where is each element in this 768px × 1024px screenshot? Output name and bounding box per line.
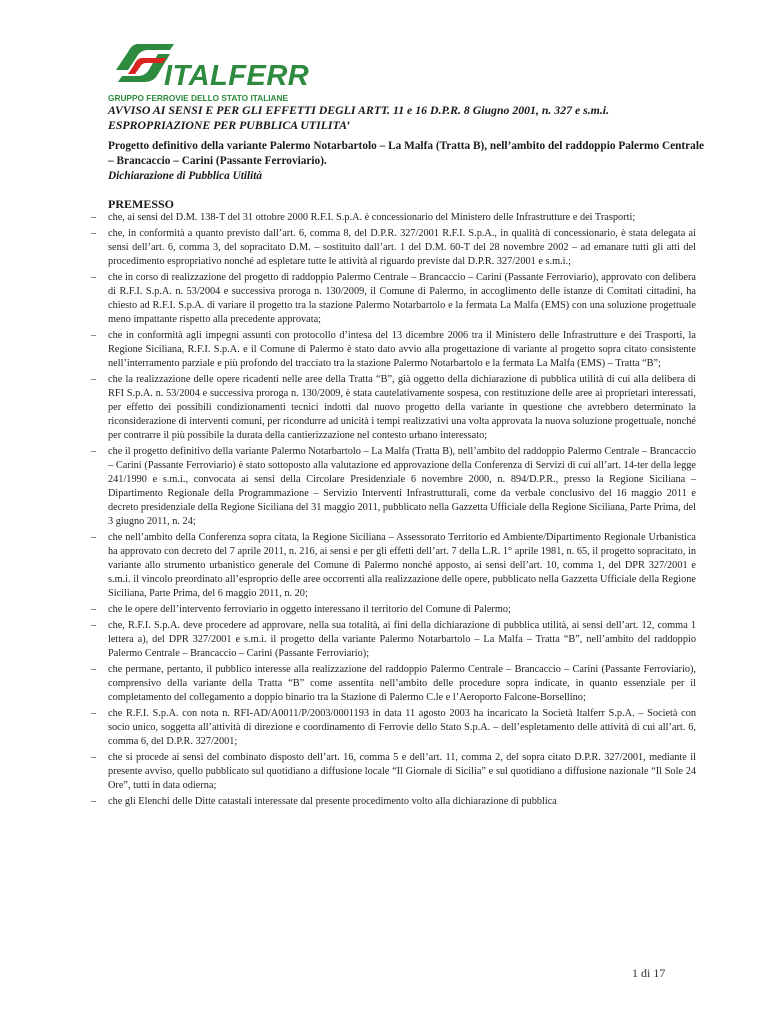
list-item: – che la realizzazione delle opere ricadenti nelle aree della Tratta “B”, già oggetto della dichiarazione di pubblica utilità di cui alla delibera di RFI S.p.A. n. 53/2004 e successiva proroga n. 130/2009, è stata cautelativamente sospesa, con restituzione delle aree ai proprietari interessati, per effetto dei possibili condizionamenti tecnici indotti dal nuovo progetto della variante in questione che avrebbero determinato la riconsiderazione di interventi comuni, per ricondurre ad unicità i tempi realizzativi una volta approvata la nuova soluzione progettuale, nonché per contrarre il più possibile la durata della cantierizzazione nel contesto urbano interessato; <box>108 373 696 443</box>
list-item: – che le opere dell’intervento ferroviario in oggetto interessano il territorio del Comune di Palermo; <box>108 603 696 617</box>
list-item: – che gli Elenchi delle Ditte catastali interessate dal presente procedimento volto alla dichiarazione di pubblica <box>108 795 696 809</box>
page-number: 1 di 17 <box>632 966 666 980</box>
list-item: – che il progetto definitivo della variante Palermo Notarbartolo – La Malfa (Tratta B), nell’ambito del raddoppio Palermo Centrale – Brancaccio – Carini (Passante Ferroviario) è stato sottoposto alla valutazione ed approvazione della Conferenza di Servizi di cui all’art. 14-ter della legge 241/1990 e s.m.i., convocata ai sensi della Circolare Presidenziale 6 novembre 2000, n. 894/D.P.R., presso la Regione Siciliana – Dipartimento Regionale della Programmazione – Servizio Interventi Infrastrutturali, come da verbale conclusivo del 16 maggio 2011 e decreto presidenziale della Regione Siciliana del 31 maggio 2011, pubblicato nella Gazzetta Ufficiale della Regione Siciliana, Parte Prima, del 3 giugno 2011, n. 24; <box>108 445 696 529</box>
italferr-logo <box>108 40 310 103</box>
premises-list <box>108 211 696 811</box>
logo-wordmark: ITALFERR <box>164 60 310 92</box>
list-item: – che R.F.I. S.p.A. con nota n. RFI-AD/A0011/P/2003/0001193 in data 11 agosto 2003 ha incaricato la Società Italferr S.p.A. – Società con socio unico, soggetta all’attività di direzione e coordinamento di Ferrovie dello Stato S.p.A. – dell’espletamento delle attività di cui all’art. 6, comma 6, del D.P.R. 327/2001; <box>108 707 696 749</box>
list-item: – che nell’ambito della Conferenza sopra citata, la Regione Siciliana – Assessorato Territorio ed Ambiente/Dipartimento Regionale Urbanistica ha approvato con decreto del 7 aprile 2011, n. 216, ai sensi e per gli effetti dell’art. 7 della L.R. 1° aprile 1981, n. 65, il progetto sopracitato, in variante allo strumento urbanistico generale del Comune di Palermo nonché apposto, ai sensi dell’art. 10, comma 1, del DPR 327/2001 e s.m.i. il vincolo preordinato all’esproprio delle aree occorrenti alla realizzazione delle opere, pubblicato nella Gazzetta Ufficiale della Regione Siciliana, Parte Prima, del 6 maggio 2011, n. 20; <box>108 531 696 601</box>
notice-heading-line1: AVVISO AI SENSI E PER GLI EFFETTI DEGLI ARTT. 11 e 16 D.P.R. 8 Giugno 2001, n. 327 e s.m.i. <box>108 103 610 117</box>
project-title: Progetto definitivo della variante Palermo Notarbartolo – La Malfa (Tratta B), nell’ambito del raddoppio Palermo Centrale – Brancaccio – Carini (Passante Ferroviario). <box>108 140 704 167</box>
list-item: – che si procede ai sensi del combinato disposto dell’art. 16, comma 5 e dell’art. 11, comma 2, del sopra citato D.P.R. 327/2001, mediante il presente avviso, quello pubblicato sul quotidiano a diffusione locale “Il Giornale di Sicilia” e sul quotidiano a diffusione nazionale “Il Sole 24 Ore”, tutti in data odierna; <box>108 751 696 793</box>
list-item: – che in conformità agli impegni assunti con protocollo d’intesa del 13 dicembre 2006 tra il Ministero delle Infrastrutture e dei Trasporti, la Regione Siciliana, R.F.I. S.p.A. e il Comune di Palermo è stato dato avvio alla progettazione di variante al progetto sopra citato consistente nell’interramento parziale e più profondo del tracciato tra la stazione Palermo Notarbartolo e la fermata La Malfa (EMS) – Tratta “B”; <box>108 329 696 371</box>
notice-heading-line2: ESPROPRIAZIONE PER PUBBLICA UTILITA’ <box>108 118 350 132</box>
list-item: – che, in conformità a quanto previsto dall’art. 6, comma 8, del D.P.R. 327/2001 R.F.I. S.p.A., in qualità di concessionario, è stata delegata ai sensi dell’art. 6, comma 3, del sopracitato D.M. – sostituito dall’art. 1 del D.M. 60-T del 28 novembre 2002 – ad emanare tutti gli atti del procedimento espropriativo nonché ad espletare tutte le attività al riguardo previste dal D.P.R. 327/2001 e s.m.i.; <box>108 227 696 269</box>
list-item: – che permane, pertanto, il pubblico interesse alla realizzazione del raddoppio Palermo Centrale – Brancaccio – Carini (Passante Ferroviario), comprensivo della variante della Tratta “B” come assentita nell’ambito delle procedure sopra indicate, in quanto essenziale per il completamento del collegamento a doppio binario tra la Stazione di Palermo C.le e l’Aeroporto Falcone-Borsellino; <box>108 663 696 705</box>
section-title: PREMESSO <box>108 197 175 211</box>
list-item: – che, ai sensi del D.M. 138-T del 31 ottobre 2000 R.F.I. S.p.A. è concessionario del Ministero delle Infrastrutture e dei Trasporti; <box>108 211 696 225</box>
project-subtitle: Dichiarazione di Pubblica Utilità <box>108 170 263 182</box>
list-item: – che in corso di realizzazione del progetto di raddoppio Palermo Centrale – Brancaccio – Carini (Passante Ferroviario), approvato con delibera di R.F.I. S.p.A. n. 53/2004 e successiva proroga n. 130/2009, il Comune di Palermo, in accoglimento delle istanze di Comitati cittadini, ha chiesto ad R.F.I. S.p.A. di variare il progetto tra la stazione Palermo Notarbartolo e la fermata La Malfa (EMS) con una soluzione progettuale meno impattante rispetto alla precedente approvata; <box>108 271 696 327</box>
logo-subtitle: GRUPPO FERROVIE DELLO STATO ITALIANE <box>108 93 289 103</box>
list-item: – che, R.F.I. S.p.A. deve procedere ad approvare, nella sua totalità, ai fini della dichiarazione di pubblica utilità, ai sensi dell’art. 12, comma 1 lettera a), del DPR 327/2001 e s.m.i. il progetto della variante Palermo Notarbartolo – La Malfa – Tratta “B”, nell’ambito del raddoppio Palermo Centrale – Brancaccio – Carini (Passante Ferroviario); <box>108 619 696 661</box>
